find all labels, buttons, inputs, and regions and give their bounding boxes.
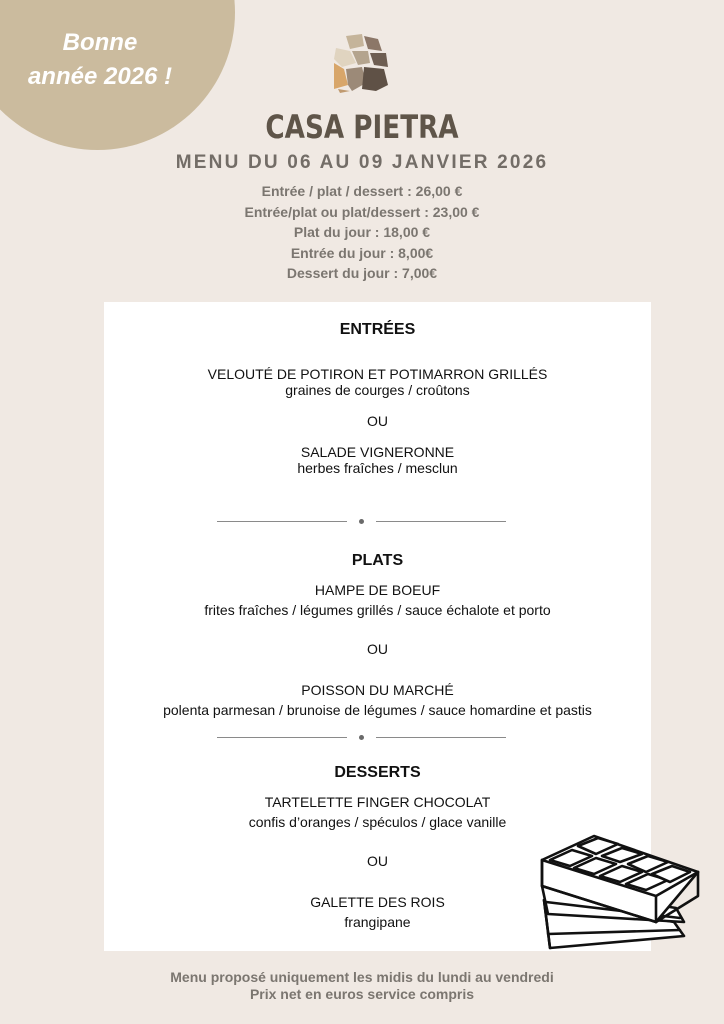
price-dessert-du-jour: Dessert du jour : 7,00€ <box>286 265 438 281</box>
dish-tartelette <box>104 792 651 832</box>
dish-name: POISSON DU MARCHÉ <box>301 682 454 698</box>
new-year-badge-text <box>0 26 200 94</box>
dish-description: herbes fraîches / mesclun <box>297 460 458 476</box>
section-title-entrees: ENTRÉES <box>339 321 416 338</box>
dish-hampe <box>104 580 651 620</box>
dish-description: polenta parmesan / brunoise de légumes / sauce homardine et pastis <box>163 702 592 718</box>
footer-notes <box>0 969 724 1003</box>
dish-description: frangipane <box>344 914 411 930</box>
or-separator: OU <box>367 853 388 869</box>
footer-line-2: Prix net en euros service compris <box>249 986 475 1002</box>
section-title-plats: PLATS <box>351 552 404 569</box>
dish-poisson <box>104 680 651 720</box>
brand-name: CASA PIETRA <box>265 108 459 146</box>
dish-veloute <box>104 366 651 398</box>
price-list <box>0 181 724 284</box>
footer-line-1: Menu proposé uniquement les midis du lundi au vendredi <box>170 969 554 985</box>
dish-description: confis d’oranges / spéculos / glace vanille <box>248 814 507 830</box>
badge-line-1: Bonne <box>62 29 138 56</box>
section-title-desserts: DESSERTS <box>334 764 421 781</box>
dish-name: HAMPE DE BOEUF <box>314 582 441 598</box>
section-divider <box>217 733 507 743</box>
chocolate-bar-icon <box>534 830 704 952</box>
or-separator: OU <box>367 641 388 657</box>
dish-name: VELOUTÉ DE POTIRON ET POTIMARRON GRILLÉS <box>207 366 548 382</box>
price-plat-du-jour: Plat du jour : 18,00 € <box>293 224 431 240</box>
price-entree-du-jour: Entrée du jour : 8,00€ <box>290 244 434 261</box>
price-formula-two: Entrée/plat ou plat/dessert : 23,00 € <box>244 203 480 220</box>
dish-salade <box>104 444 651 476</box>
or-separator: OU <box>367 413 388 429</box>
section-divider <box>217 517 507 527</box>
dish-name: TARTELETTE FINGER CHOCOLAT <box>264 794 491 810</box>
dish-name: SALADE VIGNERONNE <box>300 444 455 460</box>
price-formula-full: Entrée / plat / dessert : 26,00 € <box>261 183 463 199</box>
badge-line-2: année 2026 ! <box>27 63 173 90</box>
dish-description: frites fraîches / légumes grillés / sauce échalote et porto <box>204 602 551 618</box>
dish-description: graines de courges / croûtons <box>285 382 470 398</box>
stone-mosaic-logo-icon <box>332 33 390 93</box>
dish-name: GALETTE DES ROIS <box>310 894 445 910</box>
menu-title: MENU DU 06 AU 09 JANVIER 2026 <box>175 152 549 173</box>
